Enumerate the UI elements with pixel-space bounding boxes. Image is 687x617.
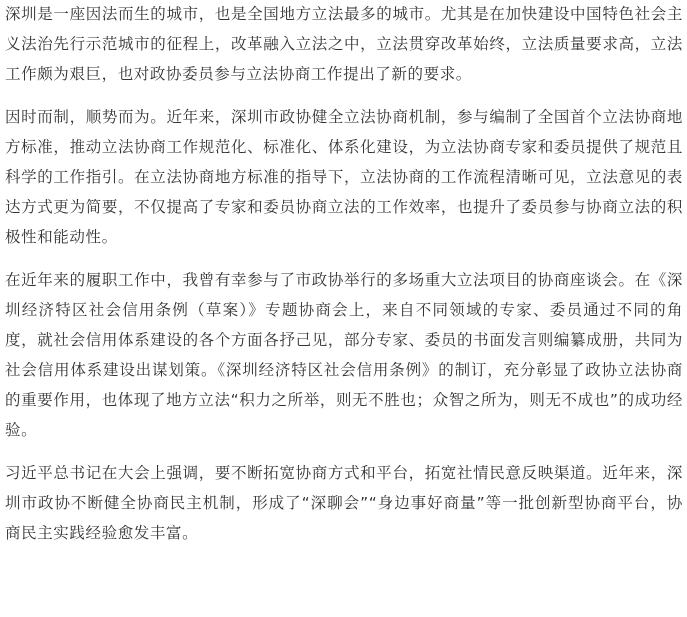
paragraph-4: 习近平总书记在大会上强调，要不断拓宽协商方式和平台，拓宽社情民意反映渠道。近年来，深圳市政协不断健全协商民主机制，形成了“深聊会”“身边事好商量”等一批创新型协商平台，协商民主实践经验愈发丰富。 xyxy=(5,464,683,542)
paragraph-1: 深圳是一座因法而生的城市，也是全国地方立法最多的城市。尤其是在加快建设中国特色社会主义法治先行示范城市的征程上，改革融入立法之中，立法贯穿改革始终，立法质量要求高，立法工作颇为艰巨，也对政协委员参与立法协商工作提出了新的要求。 xyxy=(5,5,683,83)
paragraph-2: 因时而制，顺势而为。近年来，深圳市政协健全立法协商机制，参与编制了全国首个立法协商地方标准，推动立法协商工作规范化、标准化、体系化建设，为立法协商专家和委员提供了规范且科学的工作指引。在立法协商地方标准的指导下，立法协商的工作流程清晰可见，立法意见的表达方式更为简要，不仅提高了专家和委员协商立法的工作效率，也提升了委员参与协商立法的积极性和能动性。 xyxy=(5,108,683,246)
paragraph-3: 在近年来的履职工作中，我曾有幸参与了市政协举行的多场重大立法项目的协商座谈会。在《深圳经济特区社会信用条例（草案）》专题协商会上，来自不同领域的专家、委员通过不同的角度，就社会信用体系建设的各个方面各抒己见，部分专家、委员的书面发言则编纂成册，共同为社会信用体系建设出谋划策。《深圳经济特区社会信用条例》的制订，充分彰显了政协立法协商的重要作用，也体现了地方立法“积力之所举，则无不胜也；众智之所为，则无不成也”的成功经验。 xyxy=(5,271,683,439)
